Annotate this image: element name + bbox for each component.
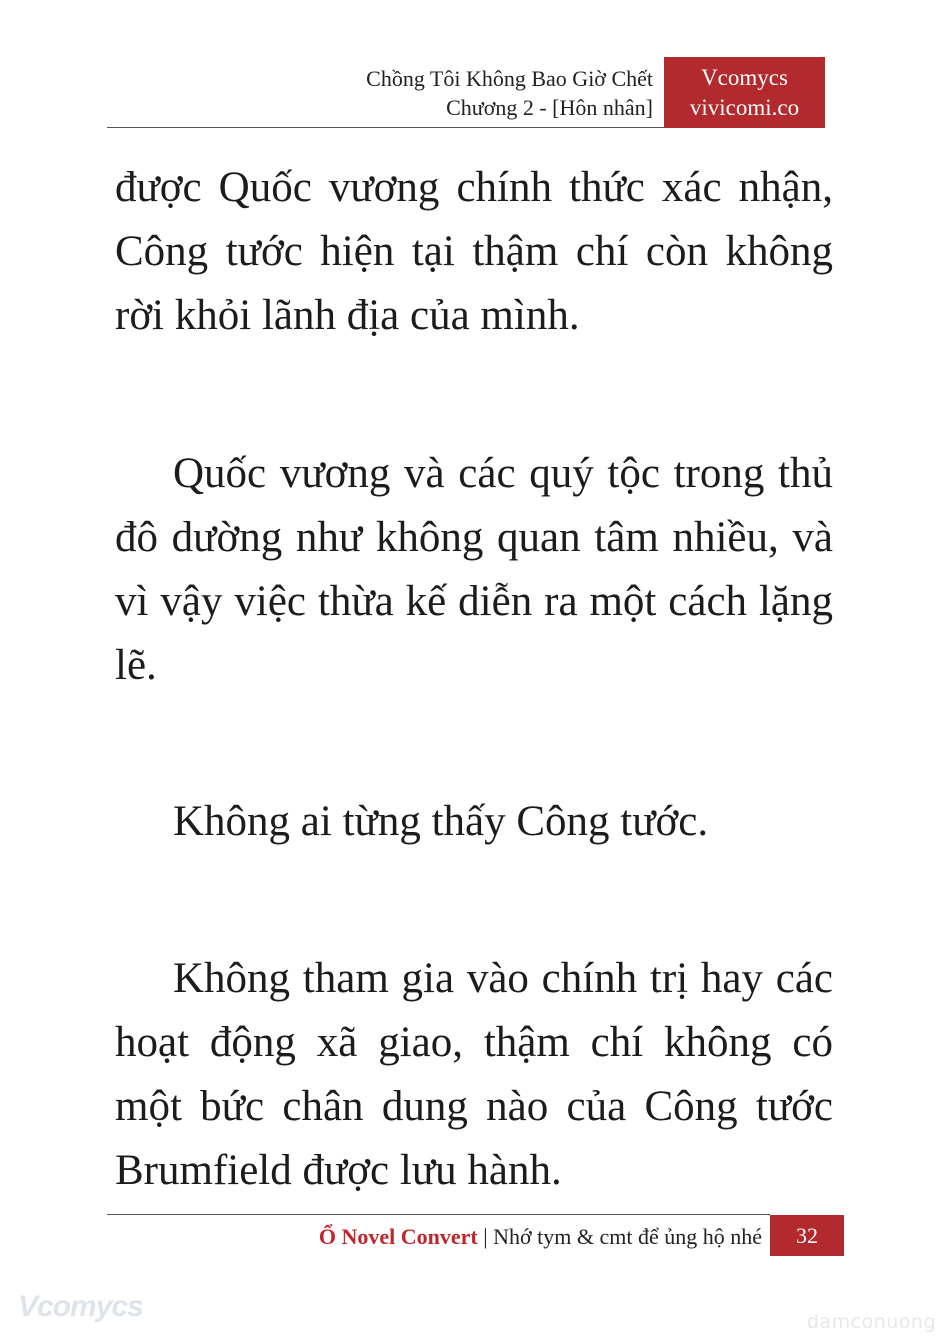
header-divider — [107, 127, 664, 128]
page-footer — [319, 1222, 762, 1252]
footer-divider — [107, 1214, 770, 1215]
watermark-logo: Vcomycs — [18, 1290, 143, 1323]
site-name: Vcomycs — [701, 65, 788, 90]
paragraph: Không tham gia vào chính trị hay các hoạt động xã giao, thậm chí không có một bức chân dung nào của Công tước Brumfield được lưu hành. — [115, 955, 833, 1194]
paragraph: được Quốc vương chính thức xác nhận, Công tước hiện tại thậm chí còn không rời khỏi lãnh địa của mình. — [115, 164, 833, 339]
site-url: vivicomi.co — [689, 95, 800, 120]
footer-separator: | — [483, 1224, 488, 1249]
watermark-text: damconuong — [806, 1311, 936, 1333]
paragraph-4-block — [115, 947, 833, 1203]
page-number: 32 — [770, 1215, 844, 1256]
footer-brand: Ổ Novel Convert — [318, 1224, 478, 1249]
site-badge — [664, 57, 825, 128]
page-header — [366, 64, 653, 122]
paragraph-2-block — [115, 442, 833, 698]
paragraph-3-block — [115, 790, 833, 854]
book-title: Chồng Tôi Không Bao Giờ Chết — [366, 66, 653, 91]
footer-note: Nhớ tym & cmt để ủng hộ nhé — [493, 1224, 762, 1249]
paragraph-1-block — [115, 156, 833, 348]
paragraph: Không ai từng thấy Công tước. — [173, 798, 709, 845]
chapter-title: Chương 2 - [Hôn nhân] — [446, 95, 653, 120]
paragraph: Quốc vương và các quý tộc trong thủ đô dường như không quan tâm nhiều, và vì vậy việc thừa kế diễn ra một cách lặng lẽ. — [115, 450, 833, 689]
